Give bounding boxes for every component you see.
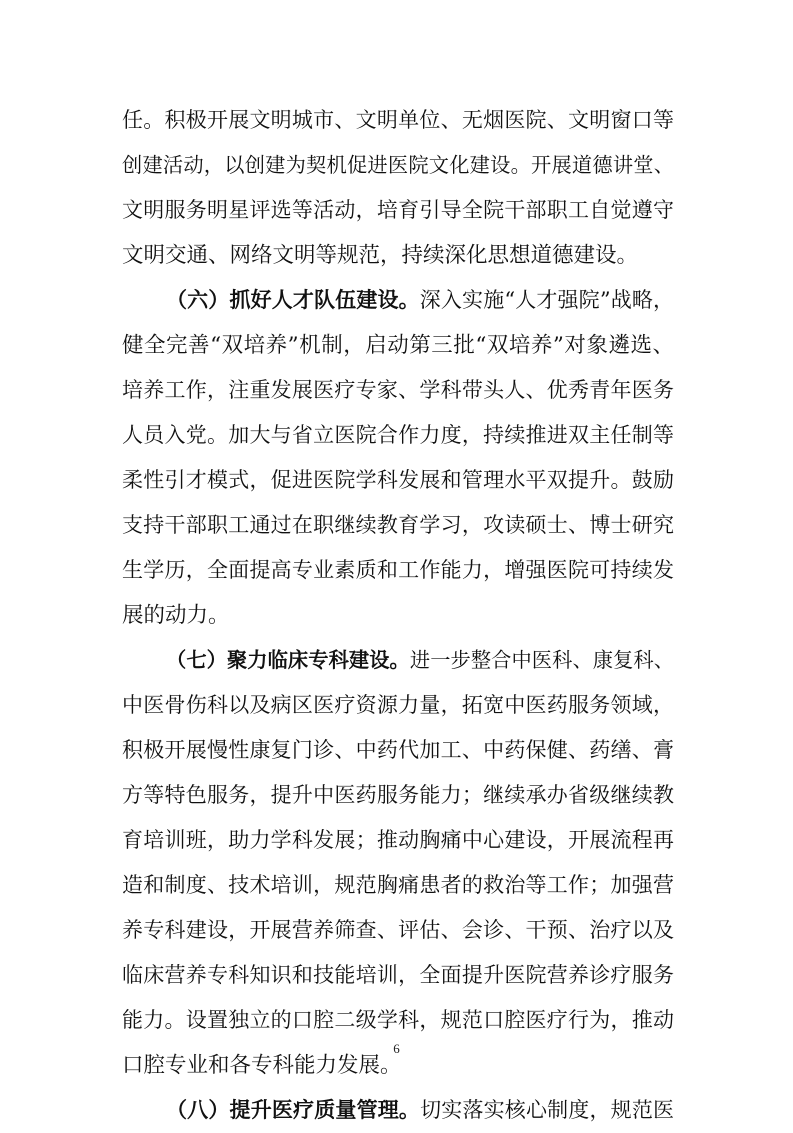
text-line: 健全完善“双培养”机制，启动第三批“双培养”对象遴选、 [122,333,674,358]
text-line: 口腔专业和各专科能力发展。 [122,1053,402,1078]
text-line: 能力。设置独立的口腔二级学科，规范口腔医疗行为，推动 [122,1008,674,1032]
text-line: 中医骨伤科以及病区医疗资源力量，拓宽中医药服务领域， [122,693,674,717]
section-heading: （八）提升医疗质量管理。 [166,1098,421,1122]
text-line: 养专科建设，开展营养筛查、评估、会诊、干预、治疗以及 [122,918,674,942]
text-line: 临床营养专科知识和技能培训，全面提升医院营养诊疗服务 [122,963,674,987]
text-run: 进一步整合中医科、康复科、 [409,648,674,672]
text-line: 人员入党。加大与省立医院合作力度，持续推进双主任制等 [122,423,674,447]
text-line [122,1088,674,1133]
text-line: 柔性引才模式，促进医院学科发展和管理水平双提升。鼓励 [122,468,674,492]
paragraph-talent-team [122,278,674,638]
text-line: 支持干部职工通过在职继续教育学习，攻读硕士、博士研究 [122,513,674,537]
text-line: 方等特色服务，提升中医药服务能力；继续承办省级继续教 [122,783,674,807]
paragraph-continuation [122,98,674,278]
text-line: 积极开展慢性康复门诊、中药代加工、中药保健、药缮、膏 [122,738,674,762]
text-run: 深入实施“人才强院”战略， [419,288,674,312]
text-line: 文明服务明星评选等活动，培育引导全院干部职工自觉遵守 [122,198,674,222]
page-number: 6 [393,1041,400,1056]
paragraph-clinical-specialty [122,638,674,1088]
text-line: 文明交通、网络文明等规范，持续深化思想道德建设。 [122,243,639,268]
text-line: 任。积极开展文明城市、文明单位、无烟医院、文明窗口等 [122,108,674,132]
text-line: 造和制度、技术培训，规范胸痛患者的救治等工作；加强营 [122,873,674,897]
text-line: 展的动力。 [122,603,230,628]
text-line: 创建活动，以创建为契机促进医院文化建设。开展道德讲堂、 [122,153,674,177]
section-heading: （七）聚力临床专科建设。 [166,648,410,672]
text-line: 生学历，全面提高专业素质和工作能力，增强医院可持续发 [122,558,674,582]
text-line [122,638,674,683]
section-heading: （六）抓好人才队伍建设。 [166,288,420,312]
text-run: 切实落实核心制度，规范医 [420,1098,675,1122]
text-line: 育培训班，助力学科发展；推动胸痛中心建设，开展流程再 [122,828,674,852]
text-line: 培养工作，注重发展医疗专家、学科带头人、优秀青年医务 [122,378,674,402]
document-page [122,98,674,1133]
text-line [122,278,674,323]
paragraph-medical-quality [122,1088,674,1133]
